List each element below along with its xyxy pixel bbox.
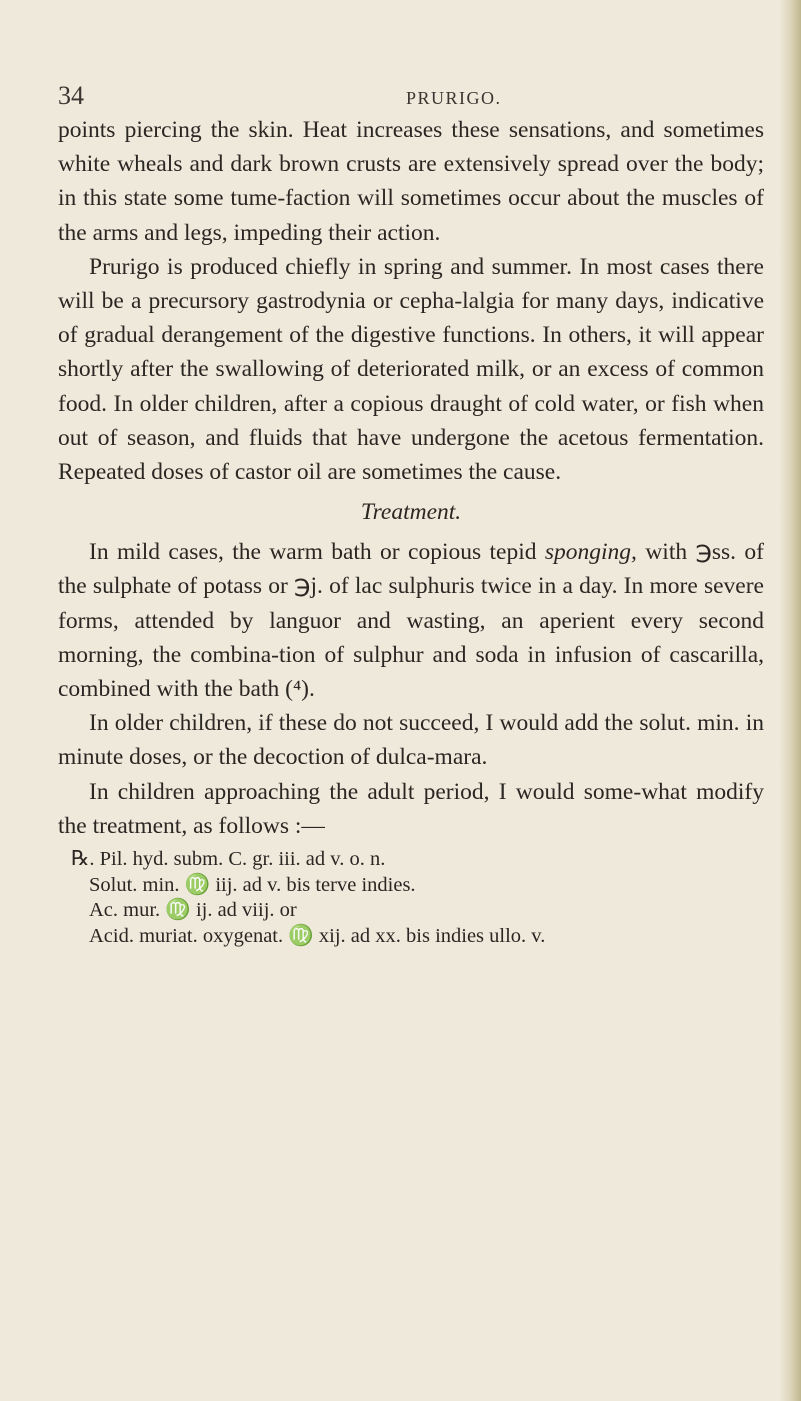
treatment-emphasis: sponging, <box>544 539 637 566</box>
paragraph-treatment-adult: In children approaching the adult period, I would some-what modify the treatment, as follows :— <box>58 778 764 839</box>
paragraph-causes: Prurigo is produced chiefly in spring and summer. In most cases there will be a precursory gastrodynia or cepha-lalgia for many days, indicative of gradual derangement of the digestive functions. In others, it will appear shortly after the swallowing of deteriorated milk, or an excess of common food. In older children, after a copious draught of cold water, or fish when out of season, and fluids that have undergone the acetous fermentation. Repeated doses of castor oil are sometimes the cause. <box>58 253 764 486</box>
treatment-text-before: In mild cases, the warm bath or copious tepid <box>89 539 545 566</box>
section-heading-treatment: Treatment. <box>360 499 462 526</box>
treatment-text-after: with ℈ss. of the sulphate of potass or ℈j. of lac sulphuris twice in a day. In more severe forms, attended by languor and wasting, an aperient every second morning, the combina-tion of sulphur and soda in infusion of cascarilla, combined with the bath (⁴). <box>58 539 764 703</box>
running-title: PRURIGO. <box>406 88 502 108</box>
prescription-block <box>58 847 764 949</box>
page-body <box>58 113 764 949</box>
page-number: 34 <box>58 81 84 110</box>
prescription-line: Solut. min. ♍ iij. ad v. bis terve indies. <box>89 873 416 896</box>
running-head <box>0 60 801 110</box>
paragraph-treatment-older: In older children, if these do not succeed, I would add the solut. min. in minute doses, or the decoction of dulca-mara. <box>58 710 764 771</box>
paragraph-treatment-mild <box>58 535 764 706</box>
prescription-line: Ac. mur. ♍ ij. ad viij. or <box>89 899 297 922</box>
prescription-line: ℞. Pil. hyd. subm. C. gr. iii. ad v. o. n. <box>71 848 386 871</box>
prescription-line: Acid. muriat. oxygenat. ♍ xij. ad xx. bis indies ullo. v. <box>89 924 546 947</box>
paragraph-continued: points piercing the skin. Heat increases these sensations, and sometimes white wheals and dark brown crusts are extensively spread over the body; in this state some tume-faction will sometimes occur about the muscles of the arms and legs, impeding their action. <box>58 117 764 246</box>
page-edge-shadow <box>779 0 801 1401</box>
